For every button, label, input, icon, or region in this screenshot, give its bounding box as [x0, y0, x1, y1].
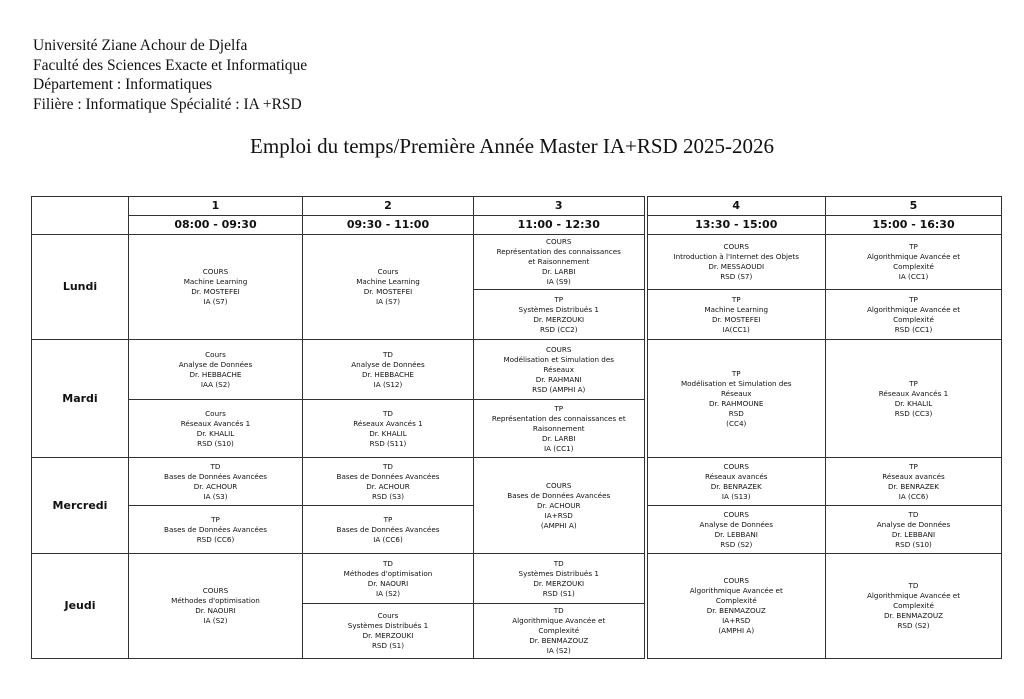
slot-time-row: [32, 216, 1002, 235]
slot-time: 11:00 - 12:30: [474, 216, 646, 235]
session-cell: [129, 340, 303, 400]
session-line: Réseaux Avancés 1: [180, 418, 251, 428]
session-line: Dr. LARBI: [541, 433, 576, 443]
session-line: Algorithmique Avancée et: [512, 616, 606, 625]
slot-time: 15:00 - 16:30: [826, 216, 1002, 235]
session-line: IA (S7): [375, 297, 401, 306]
session-line: Dr. BENMAZOUZ: [529, 636, 589, 645]
timetable: [31, 196, 1002, 659]
session-line: et Raisonnement: [528, 257, 590, 266]
slot-number: 4: [646, 197, 826, 216]
session-type: COURS: [723, 242, 749, 251]
session-line: IA (S2): [375, 588, 401, 598]
session-type: COURS: [546, 480, 572, 490]
session-type: TP: [211, 514, 220, 524]
session-line: IA (CC6): [373, 534, 403, 544]
session-cell: [826, 506, 1002, 554]
session-cell: [129, 458, 303, 506]
session-cell: [474, 235, 646, 290]
session-line: IA+RSD: [722, 616, 751, 625]
session-type: TP: [554, 403, 564, 413]
session-type: COURS: [202, 267, 229, 276]
session-line: Bases de Données Avancées: [336, 471, 440, 481]
session-line: Bases de Données Avancées: [507, 490, 611, 500]
session-line: Dr. RAHMANI: [535, 374, 582, 384]
session-line: Dr. NAOURI: [367, 578, 409, 588]
session-line: (AMPHI A): [540, 520, 577, 530]
session-line: RSD (S7): [720, 272, 753, 281]
session-cell: [303, 400, 474, 458]
session-line: IA (CC1): [898, 272, 929, 281]
session-line: IA (S3): [203, 491, 228, 501]
session-line: RSD (CC6): [196, 534, 235, 544]
session-cell: [474, 400, 646, 458]
slot-number: 1: [129, 197, 303, 216]
session-line: RSD (S10): [197, 438, 234, 448]
session-line: IA (S7): [203, 297, 228, 306]
session-line: RSD (CC2): [539, 324, 578, 334]
session-cell: [129, 506, 303, 554]
session-line: Dr. LEBBANI: [891, 529, 936, 539]
session-cell: [646, 506, 826, 554]
session-cell: [646, 458, 826, 506]
session-line: Analyse de Données: [699, 519, 773, 529]
session-line: IA (CC6): [898, 491, 929, 501]
session-type: COURS: [546, 344, 572, 354]
session-line: Raisonnement: [532, 423, 585, 433]
session-line: Dr. LEBBANI: [714, 529, 758, 539]
session-line: Systèmes Distribués 1: [518, 304, 599, 314]
session-line: Systèmes Distribués 1: [347, 621, 429, 630]
session-line: Machine Learning: [183, 277, 248, 286]
slot-number: 5: [826, 197, 1002, 216]
session-line: IA+RSD: [544, 510, 573, 520]
session-line: Modélisation et Simulation des: [503, 354, 615, 364]
session-line: Bases de Données Avancées: [164, 471, 267, 481]
session-line: Complexité: [538, 626, 580, 635]
session-cell: [646, 290, 826, 340]
session-line: RSD (S10): [895, 539, 932, 549]
session-line: Dr. BENRAZEK: [887, 481, 940, 491]
session-line: RSD (S11): [369, 438, 407, 448]
session-line: RSD (CC3): [894, 408, 933, 418]
session-line: RSD (S1): [371, 641, 405, 650]
session-type: TD: [383, 461, 393, 471]
session-type: TP: [554, 294, 564, 304]
session-line: Dr. BENMAZOUZ: [883, 611, 943, 620]
session-line: RSD (S3): [371, 491, 405, 501]
session-type: Cours: [205, 349, 226, 359]
session-cell: [129, 554, 303, 659]
session-line: Dr. KHALIL: [894, 398, 933, 408]
session-line: Modélisation et Simulation des: [680, 378, 792, 388]
session-line: Réseaux Avancés 1: [878, 388, 949, 398]
session-line: Complexité: [893, 314, 934, 324]
day-label: Mercredi: [32, 458, 129, 554]
session-line: IA (S13): [721, 491, 751, 501]
session-line: IA (CC1): [543, 443, 574, 453]
session-type: Cours: [377, 267, 399, 276]
session-line: (CC4): [726, 418, 747, 428]
session-type: TP: [731, 368, 741, 378]
session-line: Dr. HEBBACHE: [189, 369, 242, 379]
session-line: Algorithmique Avancée et: [866, 304, 961, 314]
session-line: IA (S2): [546, 646, 571, 655]
session-line: Dr. ACHOUR: [536, 500, 581, 510]
session-cell: [303, 458, 474, 506]
session-line: RSD (CC1): [894, 324, 933, 334]
session-cell: [826, 458, 1002, 506]
day-row-mardi: [32, 340, 1002, 400]
session-cell: [646, 340, 826, 458]
session-cell: [303, 235, 474, 340]
faculty-name: Faculté des Sciences Exacte et Informatique: [33, 56, 308, 74]
slot-time: 09:30 - 11:00: [303, 216, 474, 235]
session-line: RSD: [728, 408, 744, 418]
session-type: TP: [909, 294, 918, 304]
session-line: IAA (S2): [200, 379, 231, 389]
session-type: TD: [210, 461, 221, 471]
session-line: Réseaux: [543, 364, 574, 374]
session-type: TD: [383, 349, 393, 359]
session-line: Introduction à l'Internet des Objets: [673, 252, 799, 261]
session-type: Cours: [377, 611, 399, 620]
session-cell: [129, 400, 303, 458]
session-type: COURS: [202, 586, 229, 595]
session-line: (AMPHI A): [718, 626, 755, 635]
session-cell: [474, 290, 646, 340]
session-line: Machine Learning: [356, 277, 420, 286]
session-line: RSD (AMPHI A): [532, 384, 586, 394]
session-type: TD: [908, 581, 919, 590]
session-line: Analyse de Données: [876, 519, 951, 529]
session-line: Complexité: [893, 262, 934, 271]
session-line: Algorithmique Avancée et: [866, 252, 961, 261]
session-line: Dr. MERZOUKI: [362, 631, 414, 640]
session-cell: [474, 458, 646, 554]
session-cell: [826, 340, 1002, 458]
session-type: TP: [383, 514, 393, 524]
department-name: Département : Informatiques: [33, 76, 213, 93]
session-line: Machine Learning: [704, 304, 769, 314]
session-cell: [826, 290, 1002, 340]
session-line: IA (S9): [546, 277, 571, 286]
session-line: Dr. BENMAZOUZ: [706, 606, 766, 615]
session-cell: [474, 604, 646, 659]
day-row-jeudi: [32, 554, 1002, 604]
session-type: TP: [909, 378, 918, 388]
program-specialty: Filière : Informatique Spécialité : IA +RSD: [33, 95, 302, 113]
session-cell: [474, 554, 646, 604]
session-line: Dr. BENRAZEK: [710, 481, 762, 491]
session-type: TD: [383, 408, 393, 418]
slot-number: 2: [303, 197, 474, 216]
session-line: Dr. HEBBACHE: [362, 369, 414, 379]
session-line: Dr. MERZOUKI: [533, 314, 585, 324]
session-cell: [303, 506, 474, 554]
page-title: Emploi du temps/Première Année Master IA+RSD 2025-2026: [250, 134, 774, 158]
slot-time: 08:00 - 09:30: [129, 216, 303, 235]
session-cell: [303, 554, 474, 604]
session-line: Méthodes d'optimisation: [171, 596, 260, 605]
session-type: Cours: [205, 408, 226, 418]
session-line: IA (S2): [203, 616, 228, 625]
institution-header: [33, 36, 307, 114]
session-line: Analyse de Données: [178, 359, 253, 369]
session-line: Dr. MOSTEFEI: [363, 287, 413, 296]
session-line: Méthodes d'optimisation: [343, 568, 433, 578]
session-type: TP: [909, 242, 918, 251]
session-type: TD: [908, 509, 919, 519]
day-row-mercredi: [32, 458, 1002, 506]
session-line: Réseaux avancés: [882, 471, 945, 481]
corner-cell: [32, 197, 129, 235]
session-line: RSD (S2): [720, 539, 753, 549]
session-line: Dr. MERZOUKI: [533, 578, 585, 588]
session-line: Réseaux Avancés 1: [353, 418, 423, 428]
session-line: Dr. MOSTEFEI: [711, 314, 761, 324]
session-line: Dr. LARBI: [541, 267, 576, 276]
session-line: IA (S12): [373, 379, 403, 389]
slot-number-row: [32, 197, 1002, 216]
session-cell: [129, 235, 303, 340]
session-line: Dr. RAHMOUNE: [709, 398, 764, 408]
session-cell: [474, 340, 646, 400]
session-line: RSD (S1): [542, 588, 575, 598]
session-line: Algorithmique Avancée et: [689, 586, 783, 595]
session-line: IA(CC1): [722, 324, 750, 334]
day-label: Lundi: [32, 235, 129, 340]
day-label: Jeudi: [32, 554, 129, 659]
session-line: Algorithmique Avancée et: [866, 591, 961, 600]
session-line: Dr. MESSAOUDI: [708, 262, 765, 271]
session-line: Dr. NAOURI: [195, 606, 236, 615]
session-line: Dr. KHALIL: [196, 428, 235, 438]
session-line: Réseaux: [721, 388, 752, 398]
session-type: COURS: [723, 461, 749, 471]
session-line: Représentation des connaissances et: [491, 413, 626, 423]
session-line: Dr. KHALIL: [369, 428, 407, 438]
session-cell: [303, 604, 474, 659]
session-line: Analyse de Données: [351, 359, 425, 369]
session-line: Bases de Données Avancées: [164, 524, 267, 534]
session-type: COURS: [546, 237, 572, 246]
session-type: TP: [731, 294, 741, 304]
session-line: Dr. ACHOUR: [193, 481, 238, 491]
session-line: Complexité: [715, 596, 757, 605]
day-row-lundi: [32, 235, 1002, 290]
slot-time: 13:30 - 15:00: [646, 216, 826, 235]
session-type: TP: [909, 461, 918, 471]
session-line: Bases de Données Avancées: [336, 524, 440, 534]
session-type: TD: [383, 558, 393, 568]
session-cell: [826, 235, 1002, 290]
session-line: Dr. ACHOUR: [366, 481, 410, 491]
session-line: RSD (S2): [897, 621, 930, 630]
session-line: Complexité: [893, 601, 934, 610]
slot-number: 3: [474, 197, 646, 216]
university-name: Université Ziane Achour de Djelfa: [33, 37, 248, 54]
day-label: Mardi: [32, 340, 129, 458]
session-cell: [646, 554, 826, 659]
session-cell: [826, 554, 1002, 659]
session-type: COURS: [723, 576, 749, 585]
session-cell: [646, 235, 826, 290]
session-type: TD: [553, 558, 564, 568]
session-line: Dr. MOSTEFEI: [191, 287, 240, 296]
session-type: COURS: [723, 509, 749, 519]
session-line: Réseaux avancés: [705, 471, 768, 481]
session-line: Systèmes Distribués 1: [518, 568, 599, 578]
session-line: Représentation des connaissances: [496, 247, 621, 256]
session-cell: [303, 340, 474, 400]
session-type: TD: [553, 606, 564, 615]
